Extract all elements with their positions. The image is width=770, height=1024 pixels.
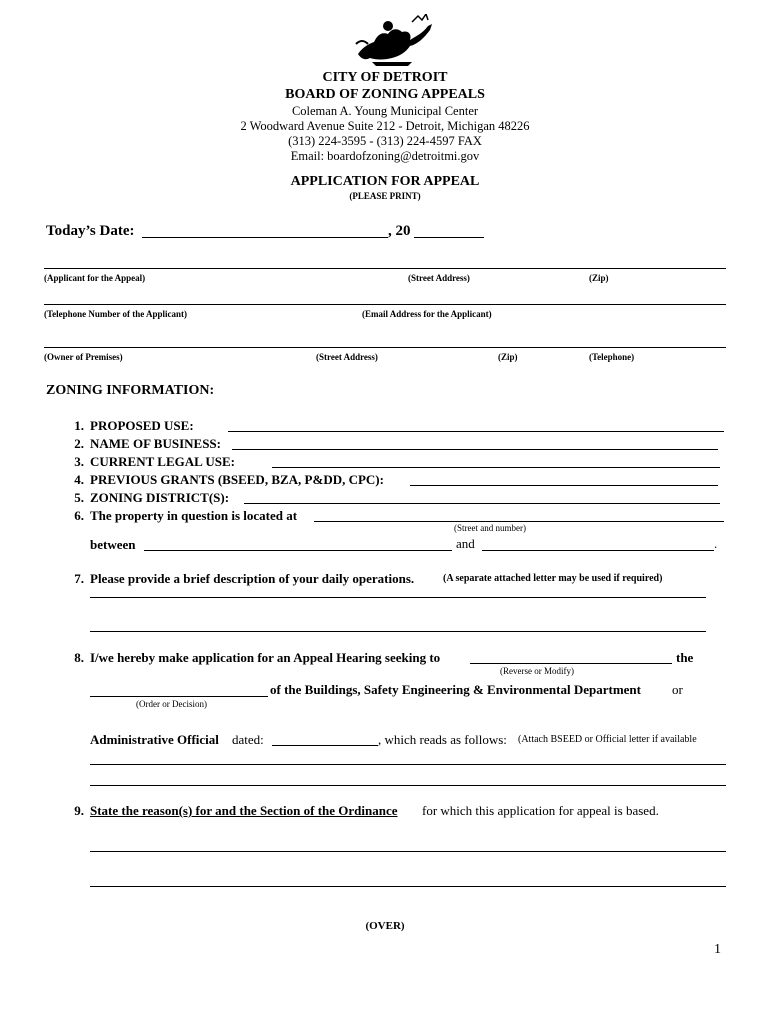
current-legal-use-label: CURRENT LEGAL USE: — [90, 454, 235, 469]
between-field-2[interactable] — [482, 550, 714, 551]
attach-note: (Attach BSEED or Official letter if available — [518, 734, 697, 745]
applicant-label: (Applicant for the Appeal) — [44, 273, 146, 283]
q8-field-2[interactable] — [90, 785, 726, 786]
city-title: CITY OF DETROIT — [322, 70, 448, 85]
property-location-field[interactable] — [314, 521, 724, 522]
owner-field[interactable] — [44, 347, 726, 348]
and-label: and — [456, 536, 475, 551]
telephone-email-field[interactable] — [44, 304, 726, 305]
q7-text: Please provide a brief description of your daily operations. — [90, 571, 415, 586]
admin-official-label: Administrative Official — [90, 732, 219, 747]
todays-date-label: Today’s Date: — [46, 223, 135, 239]
q8-text: I/we hereby make application for an Appeal Hearing seeking to — [90, 650, 441, 665]
owner-label: (Owner of Premises) — [44, 352, 123, 362]
dated-field[interactable] — [272, 745, 378, 746]
order-or-decision-field[interactable] — [90, 696, 268, 697]
year-prefix: , 20 — [388, 223, 411, 239]
q9-field-1[interactable] — [90, 851, 726, 852]
between-label: between — [90, 537, 136, 552]
item-number: 1. — [74, 418, 84, 433]
current-legal-use-field[interactable] — [272, 467, 720, 468]
between-field-1[interactable] — [144, 550, 452, 551]
owner-street-label: (Street Address) — [316, 352, 378, 362]
reverse-or-modify-field[interactable] — [470, 663, 672, 664]
q7-field-2[interactable] — [90, 631, 706, 632]
q8-number: 8. — [74, 650, 84, 665]
q7-note: (A separate attached letter may be used if required) — [443, 573, 663, 584]
form-title: APPLICATION FOR APPEAL — [290, 174, 480, 189]
q8-the: the — [676, 650, 694, 665]
previous-grants-field[interactable] — [410, 485, 718, 486]
q9-number: 9. — [74, 803, 84, 818]
item-number: 6. — [74, 508, 84, 523]
email-label: (Email Address for the Applicant) — [362, 309, 492, 319]
applicant-zip-label: (Zip) — [589, 273, 609, 283]
applicant-street-label: (Street Address) — [408, 273, 470, 283]
reads-label: , which reads as follows: — [378, 732, 507, 747]
phone-fax: (313) 224-3595 - (313) 224-4597 FAX — [288, 134, 482, 148]
year-field[interactable] — [414, 237, 484, 238]
telephone-label: (Telephone Number of the Applicant) — [44, 309, 188, 319]
page-number: 1 — [714, 942, 721, 957]
business-name-field[interactable] — [232, 449, 718, 450]
dated-label: dated: — [232, 732, 264, 747]
q9-underlined-text: State the reason(s) for and the Section of the Ordinance — [90, 803, 398, 818]
order-or-decision-hint: (Order or Decision) — [136, 699, 207, 709]
item-number: 5. — [74, 490, 84, 505]
applicant-field[interactable] — [44, 268, 726, 269]
reverse-or-modify-hint: (Reverse or Modify) — [500, 666, 574, 676]
property-location-label: The property in question is located at — [90, 508, 298, 523]
item-number: 2. — [74, 436, 84, 451]
center-name: Coleman A. Young Municipal Center — [291, 104, 479, 118]
previous-grants-label: PREVIOUS GRANTS (BSEED, BZA, P&DD, CPC): — [90, 472, 384, 487]
item-number: 3. — [74, 454, 84, 469]
business-name-label: NAME OF BUSINESS: — [90, 436, 221, 451]
q9-text: for which this application for appeal is based. — [422, 803, 659, 818]
q8-or: or — [672, 682, 683, 697]
q8-field-1[interactable] — [90, 764, 726, 765]
q9-field-2[interactable] — [90, 886, 726, 887]
email: Email: boardofzoning@detroitmi.gov — [290, 149, 480, 163]
zoning-district-label: ZONING DISTRICT(S): — [90, 490, 230, 505]
q8-dept: of the Buildings, Safety Engineering & Environmental Department — [270, 682, 641, 697]
q7-field-1[interactable] — [90, 597, 706, 598]
zoning-district-field[interactable] — [244, 503, 720, 504]
zoning-heading: ZONING INFORMATION: — [46, 383, 215, 398]
proposed-use-label: PROPOSED USE: — [90, 418, 194, 433]
date-field[interactable] — [142, 237, 388, 238]
over-label: (OVER) — [365, 920, 405, 932]
city-seal-logo — [352, 14, 436, 70]
proposed-use-field[interactable] — [228, 431, 724, 432]
q7-number: 7. — [74, 571, 84, 586]
street-number-hint: (Street and number) — [454, 523, 526, 533]
please-print: (PLEASE PRINT) — [349, 191, 421, 201]
period: . — [714, 536, 718, 551]
owner-zip-label: (Zip) — [498, 352, 518, 362]
street-address: 2 Woodward Avenue Suite 212 - Detroit, Michigan 48226 — [240, 119, 530, 133]
owner-telephone-label: (Telephone) — [589, 352, 635, 362]
board-title: BOARD OF ZONING APPEALS — [285, 87, 485, 102]
item-number: 4. — [74, 472, 84, 487]
